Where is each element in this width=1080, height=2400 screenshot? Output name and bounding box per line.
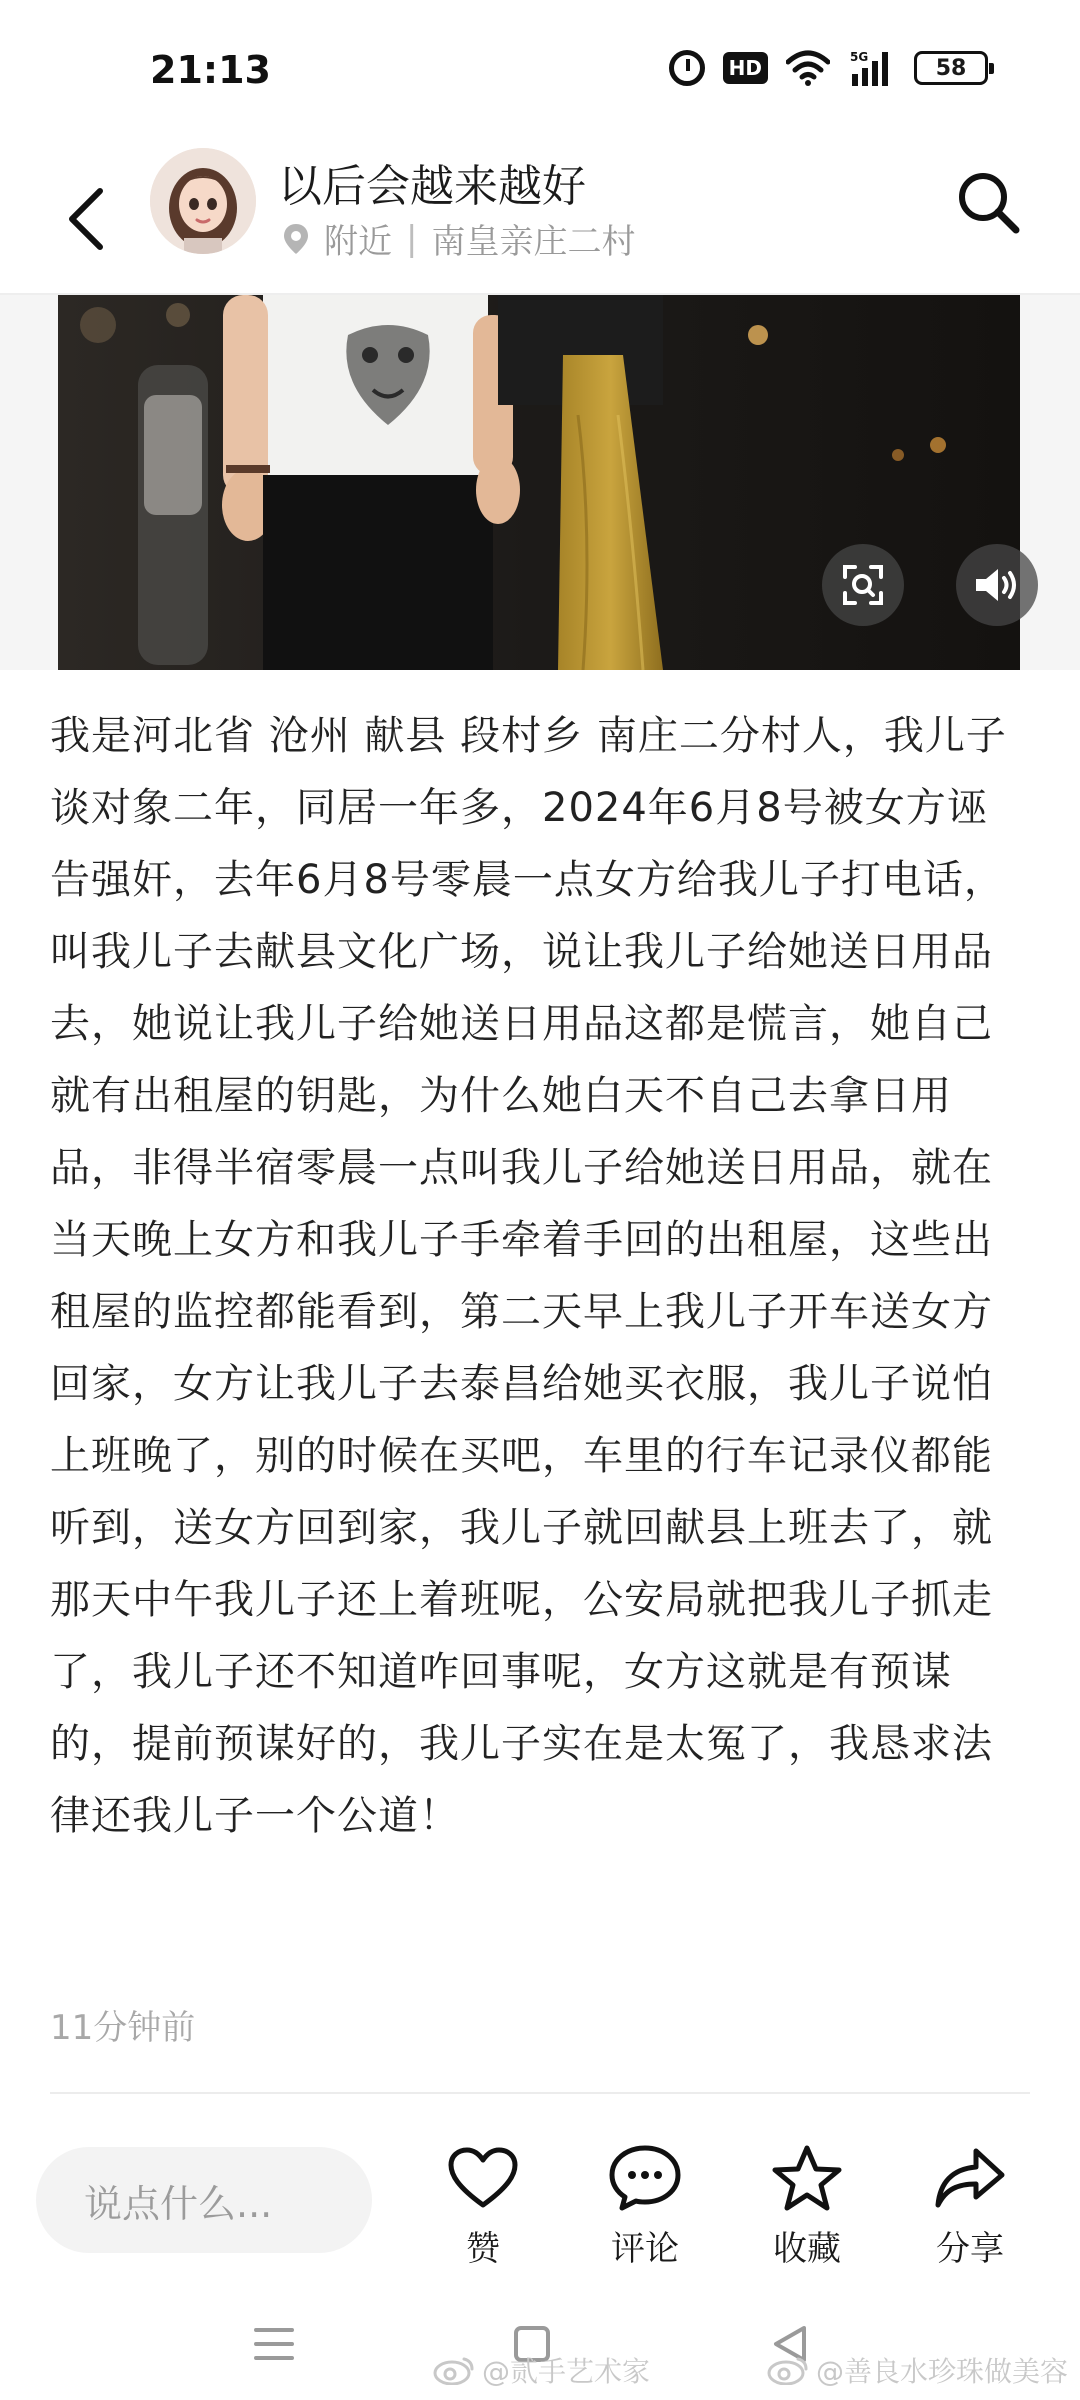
sound-toggle-button[interactable]: [956, 544, 1038, 626]
avatar[interactable]: [150, 148, 256, 254]
location-pin-icon: [282, 222, 310, 256]
weibo-logo-icon: [766, 2355, 810, 2385]
share-button[interactable]: [915, 2141, 1025, 2270]
comment-bubble-icon: [608, 2144, 682, 2212]
status-bar: [0, 0, 1080, 140]
battery-icon: 58: [914, 51, 988, 85]
like-label: 赞: [466, 2229, 500, 2269]
comment-label: 评论: [611, 2229, 679, 2269]
post-header: [0, 140, 1080, 295]
watermark-right-text: @善良水珍珠做美容: [816, 2355, 1069, 2388]
favorite-button[interactable]: [752, 2141, 862, 2270]
location-name: 南皇亲庄二村: [431, 222, 636, 262]
share-arrow-icon: [934, 2147, 1006, 2209]
watermark-right: [766, 2350, 1068, 2390]
watermark-left-text: @贰手艺术家: [482, 2355, 651, 2388]
image-scan-button[interactable]: [822, 544, 904, 626]
status-time: 21:13: [150, 48, 271, 92]
post-timestamp: 11分钟前: [50, 2008, 196, 2048]
author-name[interactable]: 以后会越来越好: [278, 161, 586, 212]
speaker-icon: [974, 565, 1020, 605]
divider: [50, 2092, 1030, 2094]
comment-button[interactable]: [590, 2141, 700, 2270]
watermark-left: [432, 2350, 650, 2390]
action-bar: [0, 2125, 1080, 2269]
network-label: 5G: [850, 50, 869, 64]
system-nav-bar: [0, 2290, 1080, 2400]
location-row: [282, 214, 635, 263]
hd-badge: HD: [723, 52, 768, 84]
signal-icon: [848, 50, 896, 86]
media-container: [0, 295, 1080, 670]
like-button[interactable]: [428, 2141, 538, 2270]
weibo-logo-icon: [432, 2355, 476, 2385]
location-prefix: 附近: [324, 222, 392, 262]
search-icon: [956, 170, 1020, 234]
nav-menu-button[interactable]: [244, 2314, 304, 2374]
search-button[interactable]: [948, 162, 1028, 242]
star-icon: [771, 2144, 843, 2212]
wifi-icon: [786, 50, 830, 86]
back-button[interactable]: [56, 174, 116, 264]
share-label: 分享: [936, 2229, 1004, 2269]
status-icons: [669, 50, 988, 86]
location-separator: |: [406, 218, 418, 259]
heart-icon: [448, 2147, 518, 2209]
alarm-icon: [669, 50, 705, 86]
post-body-text: 我是河北省 沧州 献县 段村乡 南庄二分村人，我儿子谈对象二年，同居一年多，2024年6月8号被女方诬告强奸，去年6月8号零晨一点女方给我儿子打电话，叫我儿子去献县文化广场，说让我儿子给她送日用品去，她说让我儿子给她送日用品这都是慌言，她自己就有出租屋的钥匙，为什么她白天不自己去拿日用品，非得半宿零晨一点叫我儿子给她送日用品，就在当天晚上女方和我儿子手牵着手回的出租屋，这些出租屋的监控都能看到，第二天早上我儿子开车送女方回家，女方让我儿子去泰昌给她买衣服，我儿子说怕上班晚了，别的时候在买吧，车里的行车记录仪都能听到，送女方回到家，我儿子就回献县上班去了，就那天中午我儿子还上着班呢，公安局就把我儿子抓走了，我儿子还不知道咋回事呢，女方这就是有预谋的，提前预谋好的，我儿子实在是太冤了，我恳求法律还我儿子一个公道！: [50, 713, 1007, 1839]
menu-icon: [254, 2326, 294, 2362]
chevron-left-icon: [66, 187, 106, 251]
favorite-label: 收藏: [773, 2229, 841, 2269]
scan-icon: [841, 563, 885, 607]
avatar-image: [150, 148, 256, 254]
comment-input[interactable]: 说点什么...: [36, 2147, 372, 2253]
